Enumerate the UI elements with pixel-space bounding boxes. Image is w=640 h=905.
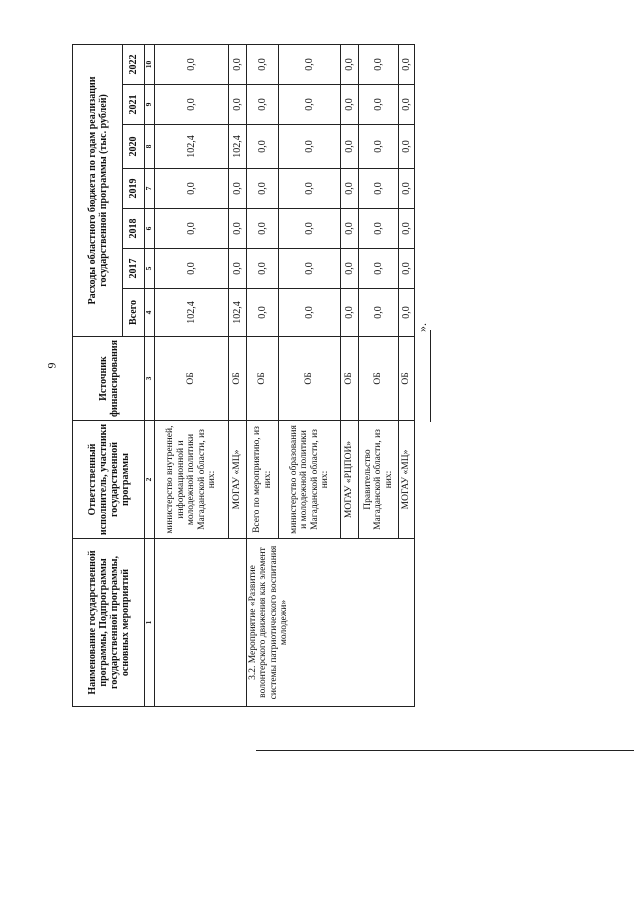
header-year: 2020 <box>123 125 145 169</box>
index-cell: 8 <box>145 125 155 169</box>
value-cell: 0,0 <box>247 289 279 337</box>
value-cell: 0,0 <box>341 125 359 169</box>
source-cell: ОБ <box>155 337 229 421</box>
value-cell: 0,0 <box>359 85 399 125</box>
header-executor: Ответственный исполнитель, участники государственной программы <box>73 421 145 539</box>
value-cell: 0,0 <box>279 289 341 337</box>
value-cell: 0,0 <box>155 249 229 289</box>
header-year: 2021 <box>123 85 145 125</box>
value-cell: 0,0 <box>399 209 415 249</box>
value-cell: 0,0 <box>229 85 247 125</box>
value-cell: 0,0 <box>279 85 341 125</box>
value-cell: 0,0 <box>399 125 415 169</box>
index-cell: 5 <box>145 249 155 289</box>
index-cell: 3 <box>145 337 155 421</box>
value-cell: 0,0 <box>341 249 359 289</box>
header-year: 2019 <box>123 169 145 209</box>
value-cell: 0,0 <box>155 169 229 209</box>
value-cell: 0,0 <box>341 169 359 209</box>
value-cell: 0,0 <box>341 85 359 125</box>
value-cell: 0,0 <box>341 209 359 249</box>
value-cell: 0,0 <box>155 209 229 249</box>
value-cell: 0,0 <box>247 125 279 169</box>
value-cell: 0,0 <box>359 209 399 249</box>
header-year: 2017 <box>123 249 145 289</box>
closing-line <box>430 330 431 422</box>
value-cell: 0,0 <box>229 169 247 209</box>
value-cell: 0,0 <box>247 169 279 209</box>
table-row <box>155 44 229 706</box>
source-cell: ОБ <box>359 337 399 421</box>
value-cell: 0,0 <box>279 209 341 249</box>
name-cell: 3.2. Мероприятие «Развитие волонтерского движения как элемент системы патриотического воспитания молодежи» <box>247 539 415 707</box>
header-source: Источник финансирования <box>73 337 145 421</box>
value-cell: 0,0 <box>359 44 399 84</box>
source-cell: ОБ <box>229 337 247 421</box>
value-cell: 0,0 <box>247 85 279 125</box>
executor-cell: МОГАУ «МЦ» <box>229 421 247 539</box>
value-cell: 0,0 <box>247 44 279 84</box>
executor-cell: министерство внутренней, информационной и молодежной политики Магаданской области, из них: <box>155 421 229 539</box>
rotated-table <box>72 45 414 707</box>
value-cell: 102,4 <box>229 289 247 337</box>
executor-cell: МОГАУ «МЦ» <box>399 421 415 539</box>
source-cell: ОБ <box>341 337 359 421</box>
value-cell: 0,0 <box>359 125 399 169</box>
budget-table-container <box>72 45 414 707</box>
value-cell: 0,0 <box>279 249 341 289</box>
value-cell: 0,0 <box>279 169 341 209</box>
value-cell: 0,0 <box>359 249 399 289</box>
value-cell: 0,0 <box>247 209 279 249</box>
index-cell: 9 <box>145 85 155 125</box>
executor-cell: Правительство Магаданской области, из них: <box>359 421 399 539</box>
budget-table <box>72 44 415 707</box>
value-cell: 0,0 <box>359 289 399 337</box>
value-cell: 0,0 <box>229 209 247 249</box>
value-cell: 0,0 <box>399 249 415 289</box>
closing-quote-mark: ». <box>415 323 429 332</box>
header-expenses: Расходы областного бюджета по годам реализации государственной программы (тыс. рублей) <box>73 44 123 336</box>
value-cell: 0,0 <box>229 249 247 289</box>
value-cell: 0,0 <box>399 44 415 84</box>
source-cell: ОБ <box>247 337 279 421</box>
header-total: Всего <box>123 289 145 337</box>
header-name: Наименование государственной программы, Подпрограммы государственной программы, основных мероприятий <box>73 539 145 707</box>
value-cell: 0,0 <box>247 249 279 289</box>
index-cell: 4 <box>145 289 155 337</box>
value-cell: 0,0 <box>279 125 341 169</box>
executor-cell: Всего по мероприятию, из них: <box>247 421 279 539</box>
source-cell: ОБ <box>399 337 415 421</box>
page-number: 9 <box>44 362 59 369</box>
index-cell: 10 <box>145 44 155 84</box>
value-cell: 102,4 <box>155 125 229 169</box>
executor-cell: МОГАУ «РЦПОИ» <box>341 421 359 539</box>
bottom-rule <box>256 750 634 751</box>
value-cell: 0,0 <box>229 44 247 84</box>
index-cell: 6 <box>145 209 155 249</box>
value-cell: 0,0 <box>341 44 359 84</box>
index-cell: 1 <box>145 539 155 707</box>
name-cell <box>155 539 247 707</box>
source-cell: ОБ <box>279 337 341 421</box>
value-cell: 0,0 <box>399 289 415 337</box>
value-cell: 0,0 <box>155 44 229 84</box>
value-cell: 0,0 <box>399 85 415 125</box>
index-cell: 2 <box>145 421 155 539</box>
value-cell: 0,0 <box>399 169 415 209</box>
header-year: 2018 <box>123 209 145 249</box>
value-cell: 102,4 <box>155 289 229 337</box>
index-cell: 7 <box>145 169 155 209</box>
executor-cell: министерство образования и молодежной политики Магаданской области, из них: <box>279 421 341 539</box>
value-cell: 102,4 <box>229 125 247 169</box>
value-cell: 0,0 <box>279 44 341 84</box>
header-year: 2022 <box>123 44 145 84</box>
value-cell: 0,0 <box>341 289 359 337</box>
value-cell: 0,0 <box>359 169 399 209</box>
table-row <box>247 44 279 706</box>
value-cell: 0,0 <box>155 85 229 125</box>
